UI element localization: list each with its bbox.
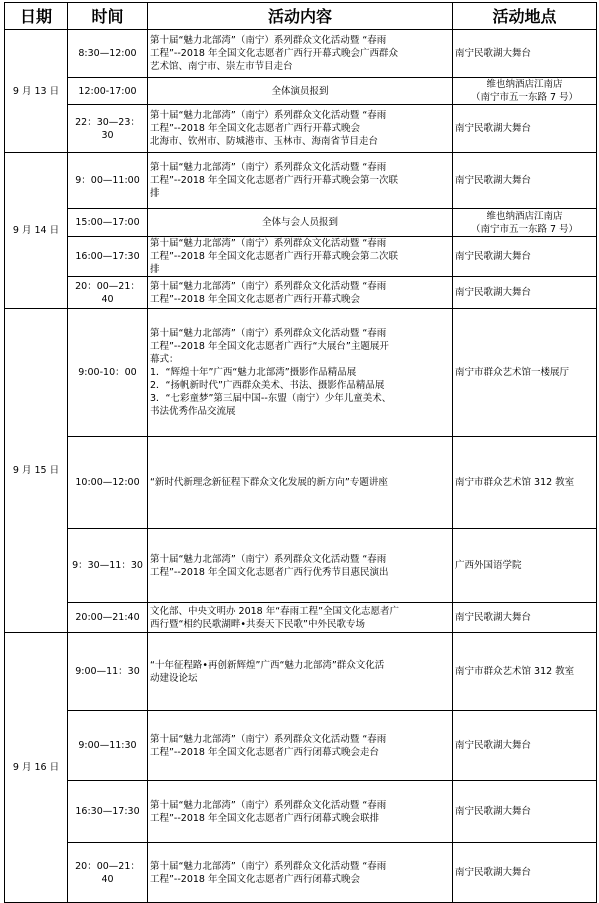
day-date: 9 月 15 日 — [5, 309, 68, 633]
schedule-row — [5, 633, 597, 711]
time-cell: 9:00—11：30 — [68, 633, 148, 711]
venue-cell: 维也纳酒店江南店 （南宁市五一东路 7 号） — [453, 78, 597, 105]
schedule-row — [5, 30, 597, 78]
venue-cell: 南宁民歌湖大舞台 — [453, 153, 597, 209]
header-venue: 活动地点 — [453, 3, 597, 30]
schedule-row — [5, 277, 597, 309]
time-cell: 10:00—12:00 — [68, 437, 148, 529]
schedule-row — [5, 843, 597, 903]
time-cell: 9:00—11:30 — [68, 711, 148, 781]
venue-cell: 广西外国语学院 — [453, 529, 597, 603]
time-cell: 9：30—11：30 — [68, 529, 148, 603]
time-cell: 20：00—21： 40 — [68, 843, 148, 903]
schedule-row — [5, 78, 597, 105]
schedule-row — [5, 437, 597, 529]
content-cell: 第十届“魅力北部湾”（南宁）系列群众文化活动暨 “春雨 工程”--2018 年全国文化志愿者广西行“大展台”主题展开 幕式： 1．“辉煌十年”广西“魅力北部湾”摄影作品精品展 2．“扬帆新时代”广西群众美术、书法、摄影作品精品展 3．“七彩童梦”第三届中国--东盟（南宁）少年儿童美术、 书法优秀作品交流展 — [148, 309, 453, 437]
header-time: 时间 — [68, 3, 148, 30]
venue-cell: 南宁市群众艺术馆 312 教室 — [453, 633, 597, 711]
venue-cell: 维也纳酒店江南店 （南宁市五一东路 7 号） — [453, 209, 597, 237]
venue-cell: 南宁民歌湖大舞台 — [453, 781, 597, 843]
content-cell: 第十届“魅力北部湾”（南宁）系列群众文化活动暨 “春雨 工程”--2018 年全国文化志愿者广西行开幕式晚会广西群众 艺术馆、南宁市、崇左市节目走台 — [148, 30, 453, 78]
content-cell: 第十届“魅力北部湾”（南宁）系列群众文化活动暨 “春雨 工程”--2018 年全国文化志愿者广西行开幕式晚会第一次联 排 — [148, 153, 453, 209]
time-cell: 20：00—21： 40 — [68, 277, 148, 309]
day-date: 9 月 13 日 — [5, 30, 68, 153]
schedule-row — [5, 711, 597, 781]
time-cell: 12:00-17:00 — [68, 78, 148, 105]
content-cell: 全体演员报到 — [148, 78, 453, 105]
venue-cell: 南宁市群众艺术馆 312 教室 — [453, 437, 597, 529]
venue-cell: 南宁民歌湖大舞台 — [453, 711, 597, 781]
day-date: 9 月 16 日 — [5, 633, 68, 903]
schedule-row — [5, 105, 597, 153]
content-cell: 第十届“魅力北部湾”（南宁）系列群众文化活动暨 “春雨 工程”--2018 年全国文化志愿者广西行开幕式晚会 北海市、钦州市、防城港市、玉林市、海南省节目走台 — [148, 105, 453, 153]
content-cell: 第十届“魅力北部湾”（南宁）系列群众文化活动暨 “春雨 工程”--2018 年全国文化志愿者广西行优秀节目惠民演出 — [148, 529, 453, 603]
venue-cell: 南宁市群众艺术馆一楼展厅 — [453, 309, 597, 437]
venue-cell: 南宁民歌湖大舞台 — [453, 603, 597, 633]
time-cell: 16:00—17:30 — [68, 237, 148, 277]
schedule-row — [5, 781, 597, 843]
venue-cell: 南宁民歌湖大舞台 — [453, 843, 597, 903]
time-cell: 9:00-10：00 — [68, 309, 148, 437]
schedule-row — [5, 603, 597, 633]
content-cell: 文化部、中央文明办 2018 年“春雨工程”全国文化志愿者广 西行暨“相约民歌湖畔•共奏天下民歌”中外民歌专场 — [148, 603, 453, 633]
content-cell: 全体与会人员报到 — [148, 209, 453, 237]
header-row — [5, 3, 597, 30]
schedule-row — [5, 529, 597, 603]
header-content: 活动内容 — [148, 3, 453, 30]
venue-cell: 南宁民歌湖大舞台 — [453, 105, 597, 153]
content-cell: “十年征程路•再创新辉煌”广西“魅力北部湾”群众文化活 动建设论坛 — [148, 633, 453, 711]
schedule-sheet — [4, 2, 597, 903]
content-cell: 第十届“魅力北部湾”（南宁）系列群众文化活动暨 “春雨 工程”--2018 年全国文化志愿者广西行开幕式晚会第二次联 排 — [148, 237, 453, 277]
content-cell: 第十届“魅力北部湾”（南宁）系列群众文化活动暨 “春雨 工程”--2018 年全国文化志愿者广西行闭幕式晚会走台 — [148, 711, 453, 781]
time-cell: 20:00—21:40 — [68, 603, 148, 633]
content-cell: 第十届“魅力北部湾”（南宁）系列群众文化活动暨 “春雨 工程”--2018 年全国文化志愿者广西行闭幕式晚会联排 — [148, 781, 453, 843]
venue-cell: 南宁民歌湖大舞台 — [453, 30, 597, 78]
time-cell: 8:30—12:00 — [68, 30, 148, 78]
schedule-row — [5, 309, 597, 437]
time-cell: 16:30—17:30 — [68, 781, 148, 843]
schedule-table — [4, 2, 597, 903]
schedule-row — [5, 237, 597, 277]
venue-cell: 南宁民歌湖大舞台 — [453, 237, 597, 277]
content-cell: 第十届“魅力北部湾”（南宁）系列群众文化活动暨 “春雨 工程”--2018 年全国文化志愿者广西行开幕式晚会 — [148, 277, 453, 309]
venue-cell: 南宁民歌湖大舞台 — [453, 277, 597, 309]
time-cell: 15:00—17:00 — [68, 209, 148, 237]
content-cell: “新时代新理念新征程下群众文化发展的新方向”专题讲座 — [148, 437, 453, 529]
time-cell: 9：00—11:00 — [68, 153, 148, 209]
schedule-row — [5, 153, 597, 209]
day-date: 9 月 14 日 — [5, 153, 68, 309]
schedule-row — [5, 209, 597, 237]
schedule-body — [5, 30, 597, 903]
header-date: 日期 — [5, 3, 68, 30]
time-cell: 22：30—23： 30 — [68, 105, 148, 153]
content-cell: 第十届“魅力北部湾”（南宁）系列群众文化活动暨 “春雨 工程”--2018 年全国文化志愿者广西行闭幕式晚会 — [148, 843, 453, 903]
